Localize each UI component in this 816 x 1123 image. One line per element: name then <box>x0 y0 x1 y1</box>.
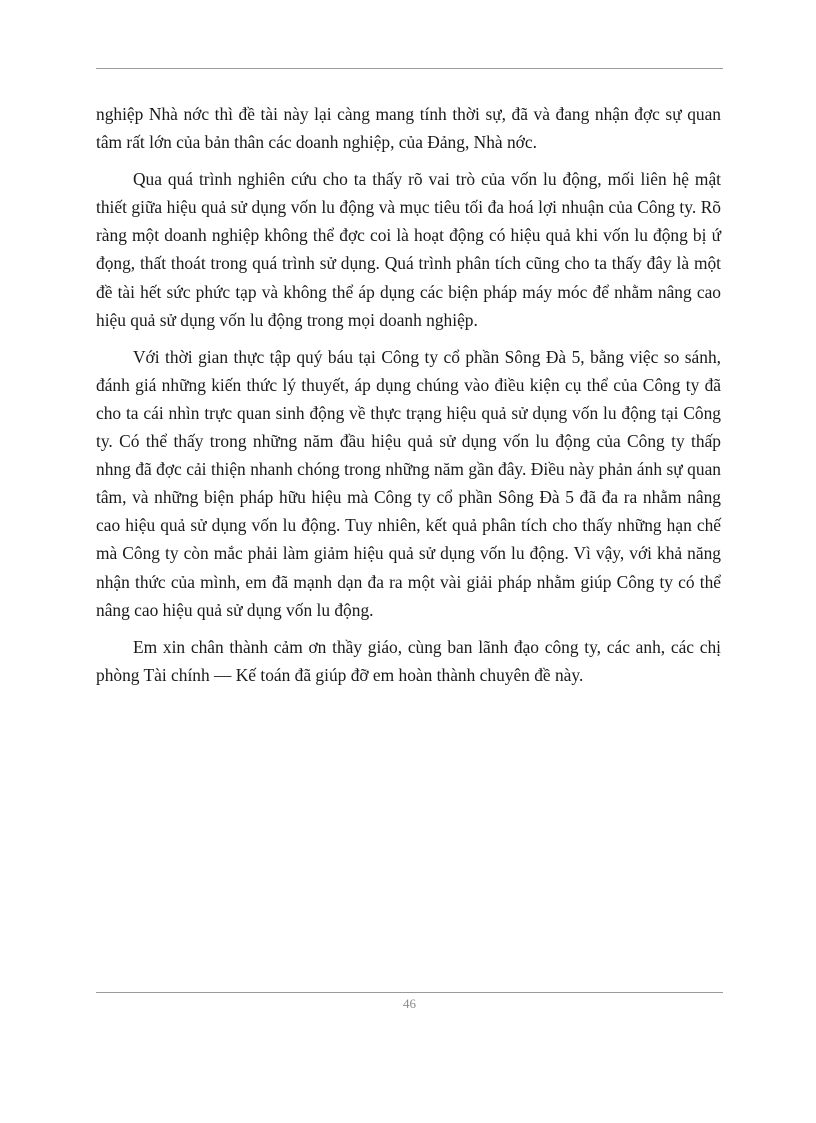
paragraph-3: Với thời gian thực tập quý báu tại Công ty cổ phần Sông Đà 5, bằng việc so sánh, đánh giá những kiến thức lý thuyết, áp dụng chúng vào điều kiện cụ thể của Công ty đã cho ta cái nhìn trực quan sinh động về thực trạng hiệu quả sử dụng vốn lu động tại Công ty. Có thể thấy trong những năm đầu hiệu quả sử dụng vốn lu động của Công ty thấp nhng đã đợc cải thiện nhanh chóng trong những năm gần đây. Điều này phản ánh sự quan tâm, và những biện pháp hữu hiệu mà Công ty cổ phần Sông Đà 5 đã đa ra nhằm nâng cao hiệu quả sử dụng vốn lu động. Tuy nhiên, kết quả phân tích cho thấy những hạn chế mà Công ty còn mắc phải làm giảm hiệu quả sử dụng vốn lu động. Vì vậy, với khả năng nhận thức của mình, em đã mạnh dạn đa ra một vài giải pháp nhằm giúp Công ty có thể nâng cao hiệu quả sử dụng vốn lu động. <box>96 346 721 620</box>
footer-rule <box>96 992 723 993</box>
page-number: 46 <box>403 996 416 1011</box>
document-body <box>96 100 721 698</box>
paragraph-2: Qua quá trình nghiên cứu cho ta thấy rõ vai trò của vốn lu động, mối liên hệ mật thiết giữa hiệu quả sử dụng vốn lu động và mục tiêu tối đa hoá lợi nhuận của Công ty. Rõ ràng một doanh nghiệp không thể đợc coi là hoạt động có hiệu quả khi vốn lu động bị ứ đọng, thất thoát trong quá trình sử dụng. Quá trình phân tích cũng cho ta thấy đây là một đề tài hết sức phức tạp và không thể áp dụng các biện pháp máy móc để nhằm nâng cao hiệu quả sử dụng vốn lu động trong mọi doanh nghiệp. <box>96 169 721 330</box>
paragraph-1: nghiệp Nhà nớc thì đề tài này lại càng mang tính thời sự, đã và đang nhận đợc sự quan tâm rất lớn của bản thân các doanh nghiệp, của Đảng, Nhà nớc. <box>96 104 721 153</box>
paragraph-4: Em xin chân thành cảm ơn thầy giáo, cùng ban lãnh đạo công ty, các anh, các chị phòng Tài chính — Kế toán đã giúp đỡ em hoàn thành chuyên đề này. <box>96 636 721 685</box>
header-rule <box>96 68 723 69</box>
